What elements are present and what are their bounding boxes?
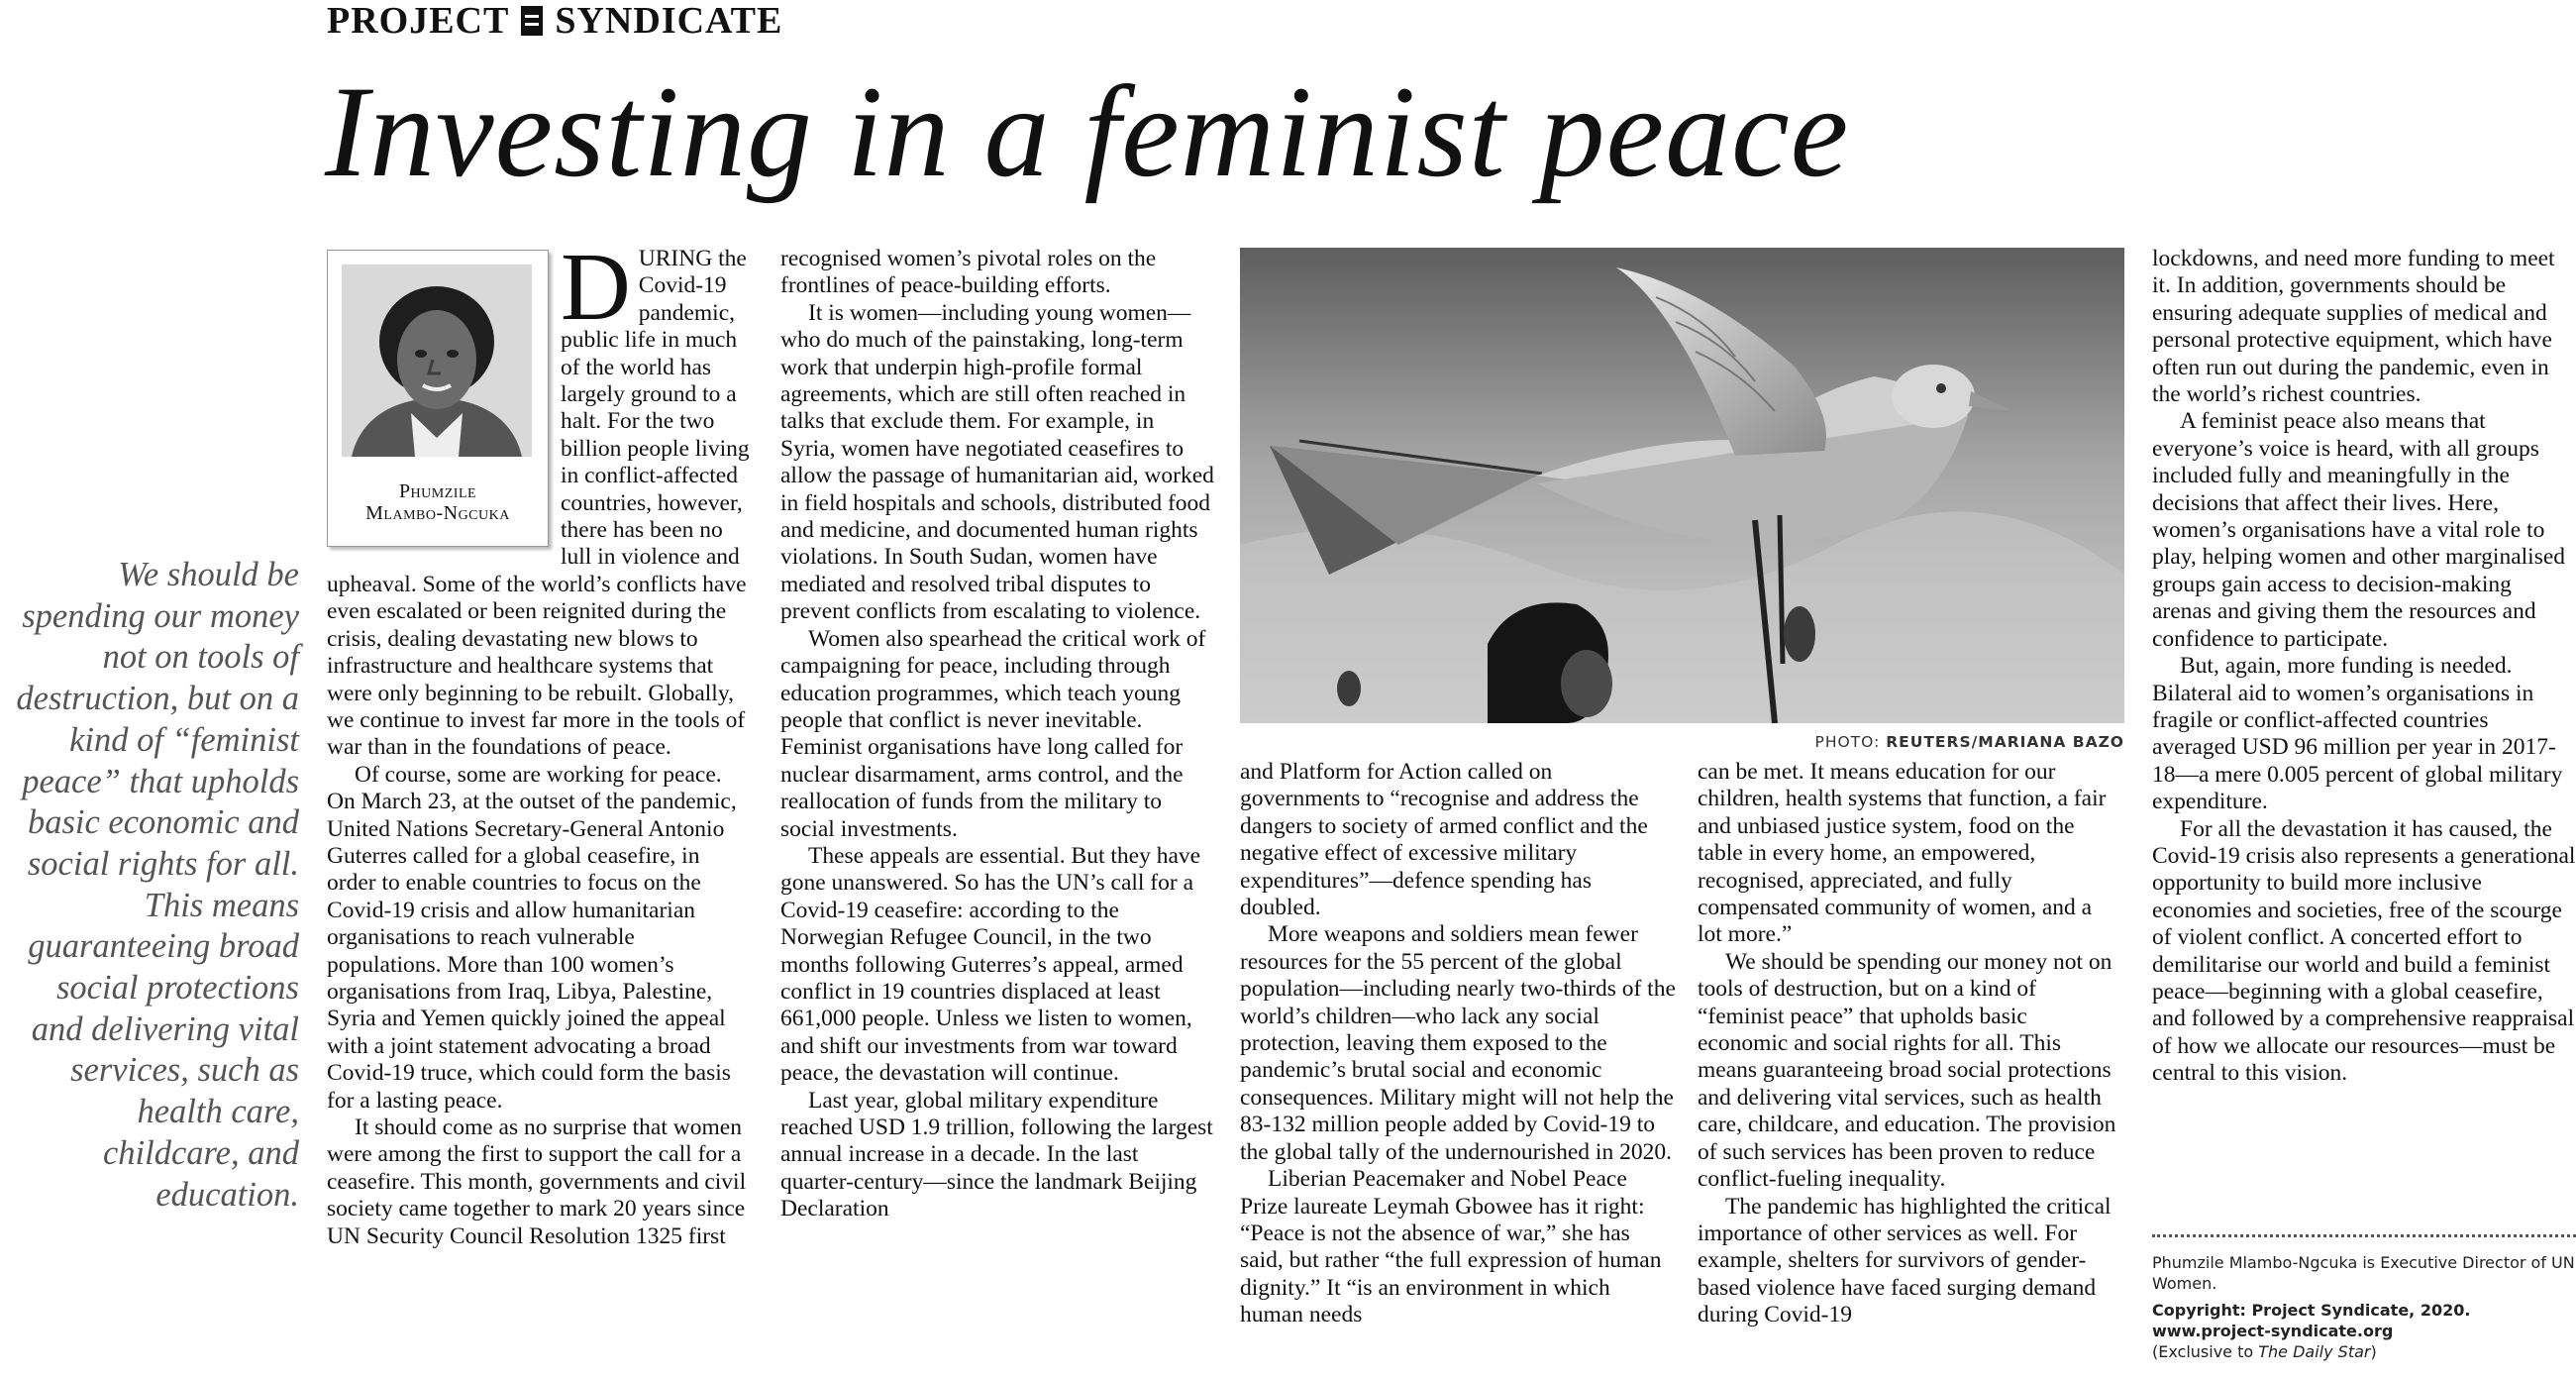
article-column-5 (2152, 246, 2576, 1088)
drop-cap: D (561, 234, 631, 341)
author-photo-frame (327, 250, 549, 547)
headline: Investing in a feminist peace (325, 58, 1850, 204)
author-name: Phumzile Mlambo-Ngcuka (365, 480, 510, 524)
divider (2152, 1234, 2576, 1237)
paragraph: Women also spearhead the critical work of campaigning for peace, including through education programmes, which teach young people that conflict is never inevitable. Feminist organisations have long called for nuclear disarmament, arms control, and the reallocation of funds from the military to social investments. (780, 625, 1206, 842)
masthead-left: PROJECT (327, 0, 510, 42)
paragraph: Liberian Peacemaker and Nobel Peace Prize laureate Leymah Gbowee has it right: “Peace is not the absence of war,” she has said, but rather “the full expression of human dignity.” It “is an environment in which human needs (1240, 1166, 1662, 1328)
masthead-right: SYNDICATE (555, 0, 783, 42)
paragraph: recognised women’s pivotal roles on the frontlines of peace-building efforts. (780, 246, 1157, 299)
paragraph: Of course, some are working for peace. On March 23, at the outset of the pandemic, United Nations Secretary-General Antonio Guterres called for a global ceasefire, in order to enable countries to focus on the Covid-19 crisis and allow humanitarian organisations to reach vulnerable populations. More than 100 women’s organisations from Iraq, Libya, Palestine, Syria and Yemen quickly joined the appeal with a joint statement advocating a broad Covid-19 truce, which could form the basis for a lasting peace. (327, 761, 737, 1114)
article-photo (1240, 248, 2124, 723)
photo-credit: PHOTO: REUTERS/MARIANA BAZO (1814, 733, 2124, 751)
bio-description: Phumzile Mlambo-Ngcuka is Executive Director of UN Women. (2152, 1253, 2575, 1293)
paragraph: The pandemic has highlighted the critical importance of other services as well. For example, shelters for survivors of gender-based violence have faced surging demand during Covid-19 (1698, 1193, 2112, 1328)
lead-in: URING (638, 246, 713, 271)
pull-quote: We should be spending our money not on tools of destruction, but on a kind of “feminist peace” that upholds basic economic and social rights for all. This means guaranteeing broad social protections and delivering vital services, such as health care, childcare, and education. (16, 556, 299, 1214)
article-column-4 (1698, 759, 2119, 1329)
exclusive-note: (Exclusive to The Daily Star) (2152, 1342, 2377, 1361)
author-portrait-icon (342, 265, 532, 457)
article-column-2 (780, 246, 1214, 1223)
paragraph: DURING the Covid-19 pandemic, public life in much of the world has largely ground to a halt. For the two billion people living in conflict-affected countries, however, there has been no lull in violence and upheaval. Some of the world’s conflicts have even escalated or been reignited during the crisis, dealing devastating new blows to infrastructure and healthcare systems that were only beginning to be rebuilt. Globally, we continue to invest far more in the tools of war than in the foundations of peace. (327, 234, 750, 761)
paragraph: A feminist peace also means that everyone’s voice is heard, with all groups included fully and meaningfully in the decisions that affect their lives. Here, women’s organisations have a vital role to play, helping women and other marginalised groups gain access to decision-making arenas and giving them the resources and confidence to participate. (2152, 408, 2566, 652)
peace-dove-kite-icon (1240, 248, 2124, 723)
paragraph: But, again, more funding is needed. Bilateral aid to women’s organisations in fragile or conflict-affected countries averaged USD 96 million per year in 2017-18—a mere 0.005 percent of global military expenditure. (2152, 653, 2563, 815)
article-column-3 (1240, 759, 1676, 1329)
article-column-1 (327, 234, 753, 1250)
copyright: Copyright: Project Syndicate, 2020. (2152, 1301, 2471, 1320)
masthead (327, 0, 782, 42)
paragraph: These appeals are essential. But they have gone unanswered. So has the UN’s call for a Covid-19 ceasefire: according to the Norwegian Refugee Council, in the two months following Guterres’s appeal, armed conflict in 19 countries displaced at least 661,000 people. Unless we listen to women, and shift our investments from war toward peace, the devastation will continue. (780, 842, 1201, 1087)
paragraph: We should be spending our money not on tools of destruction, but on a kind of “feminist peace” that upholds basic economic and social rights for all. This means guaranteeing broad social protections and delivering vital services, such as health care, childcare, and education. The provision of such services has been proven to reduce conflict-fueling inequality. (1698, 948, 2116, 1193)
paragraph: Last year, global military expenditure reached USD 1.9 trillion, following the largest annual increase in a decade. In the last quarter-century—since the landmark Beijing Declaration (780, 1087, 1213, 1222)
paragraph: can be met. It means education for our children, health systems that function, a fair and unbiased justice system, food on the table in every home, an empowered, recognised, appreciated, and fully compensated community of women, and a lot more.” (1698, 759, 2107, 948)
paragraph: It is women—including young women—who do much of the painstaking, long-term work that underpin high-profile formal agreements, which are still often reached in talks that exclude them. For example, in Syria, women have negotiated ceasefires to allow the passage of humanitarian aid, worked in field hospitals and schools, distributed food and medicine, and documented human rights violations. In South Sudan, women have mediated and resolved tribal disputes to prevent conflicts from escalating to violence. (780, 299, 1214, 625)
author-bio (2152, 1252, 2576, 1368)
paragraph: and Platform for Action called on governments to “recognise and address the dangers to society of armed conflict and the negative effect of excessive military expenditures”—defence spending has doubled. (1240, 759, 1648, 921)
paragraph: For all the devastation it has caused, the Covid-19 crisis also represents a generational opportunity to build more inclusive economies and societies, free of the scourge of violent conflict. A concerted effort to demilitarise our world and build a feminist peace—beginning with a global ceasefire, and followed by a comprehensive reappraisal of how we allocate our resources—must be central to this vision. (2152, 815, 2576, 1087)
paragraph: It should come as no surprise that women were among the first to support the call for a ceasefire. This month, governments and civil society came together to mark 20 years since UN Security Council Resolution 1325 first (327, 1115, 747, 1249)
website-link[interactable]: www.project-syndicate.org (2152, 1322, 2394, 1340)
syndicate-logo-icon (521, 6, 543, 36)
paragraph: lockdowns, and need more funding to meet it. In addition, governments should be ensuring adequate supplies of medical and personal protective equipment, which have often run out during the pandemic, even in the world’s richest countries. (2152, 246, 2555, 408)
paragraph: More weapons and soldiers mean fewer resources for the 55 percent of the global population—including nearly two-thirds of the world’s children—who lack any social protection, leaving them exposed to the pandemic’s brutal social and economic consequences. Military might will not help the 83-132 million people added by Covid-19 to the global tally of the undernourished in 2020. (1240, 921, 1676, 1165)
